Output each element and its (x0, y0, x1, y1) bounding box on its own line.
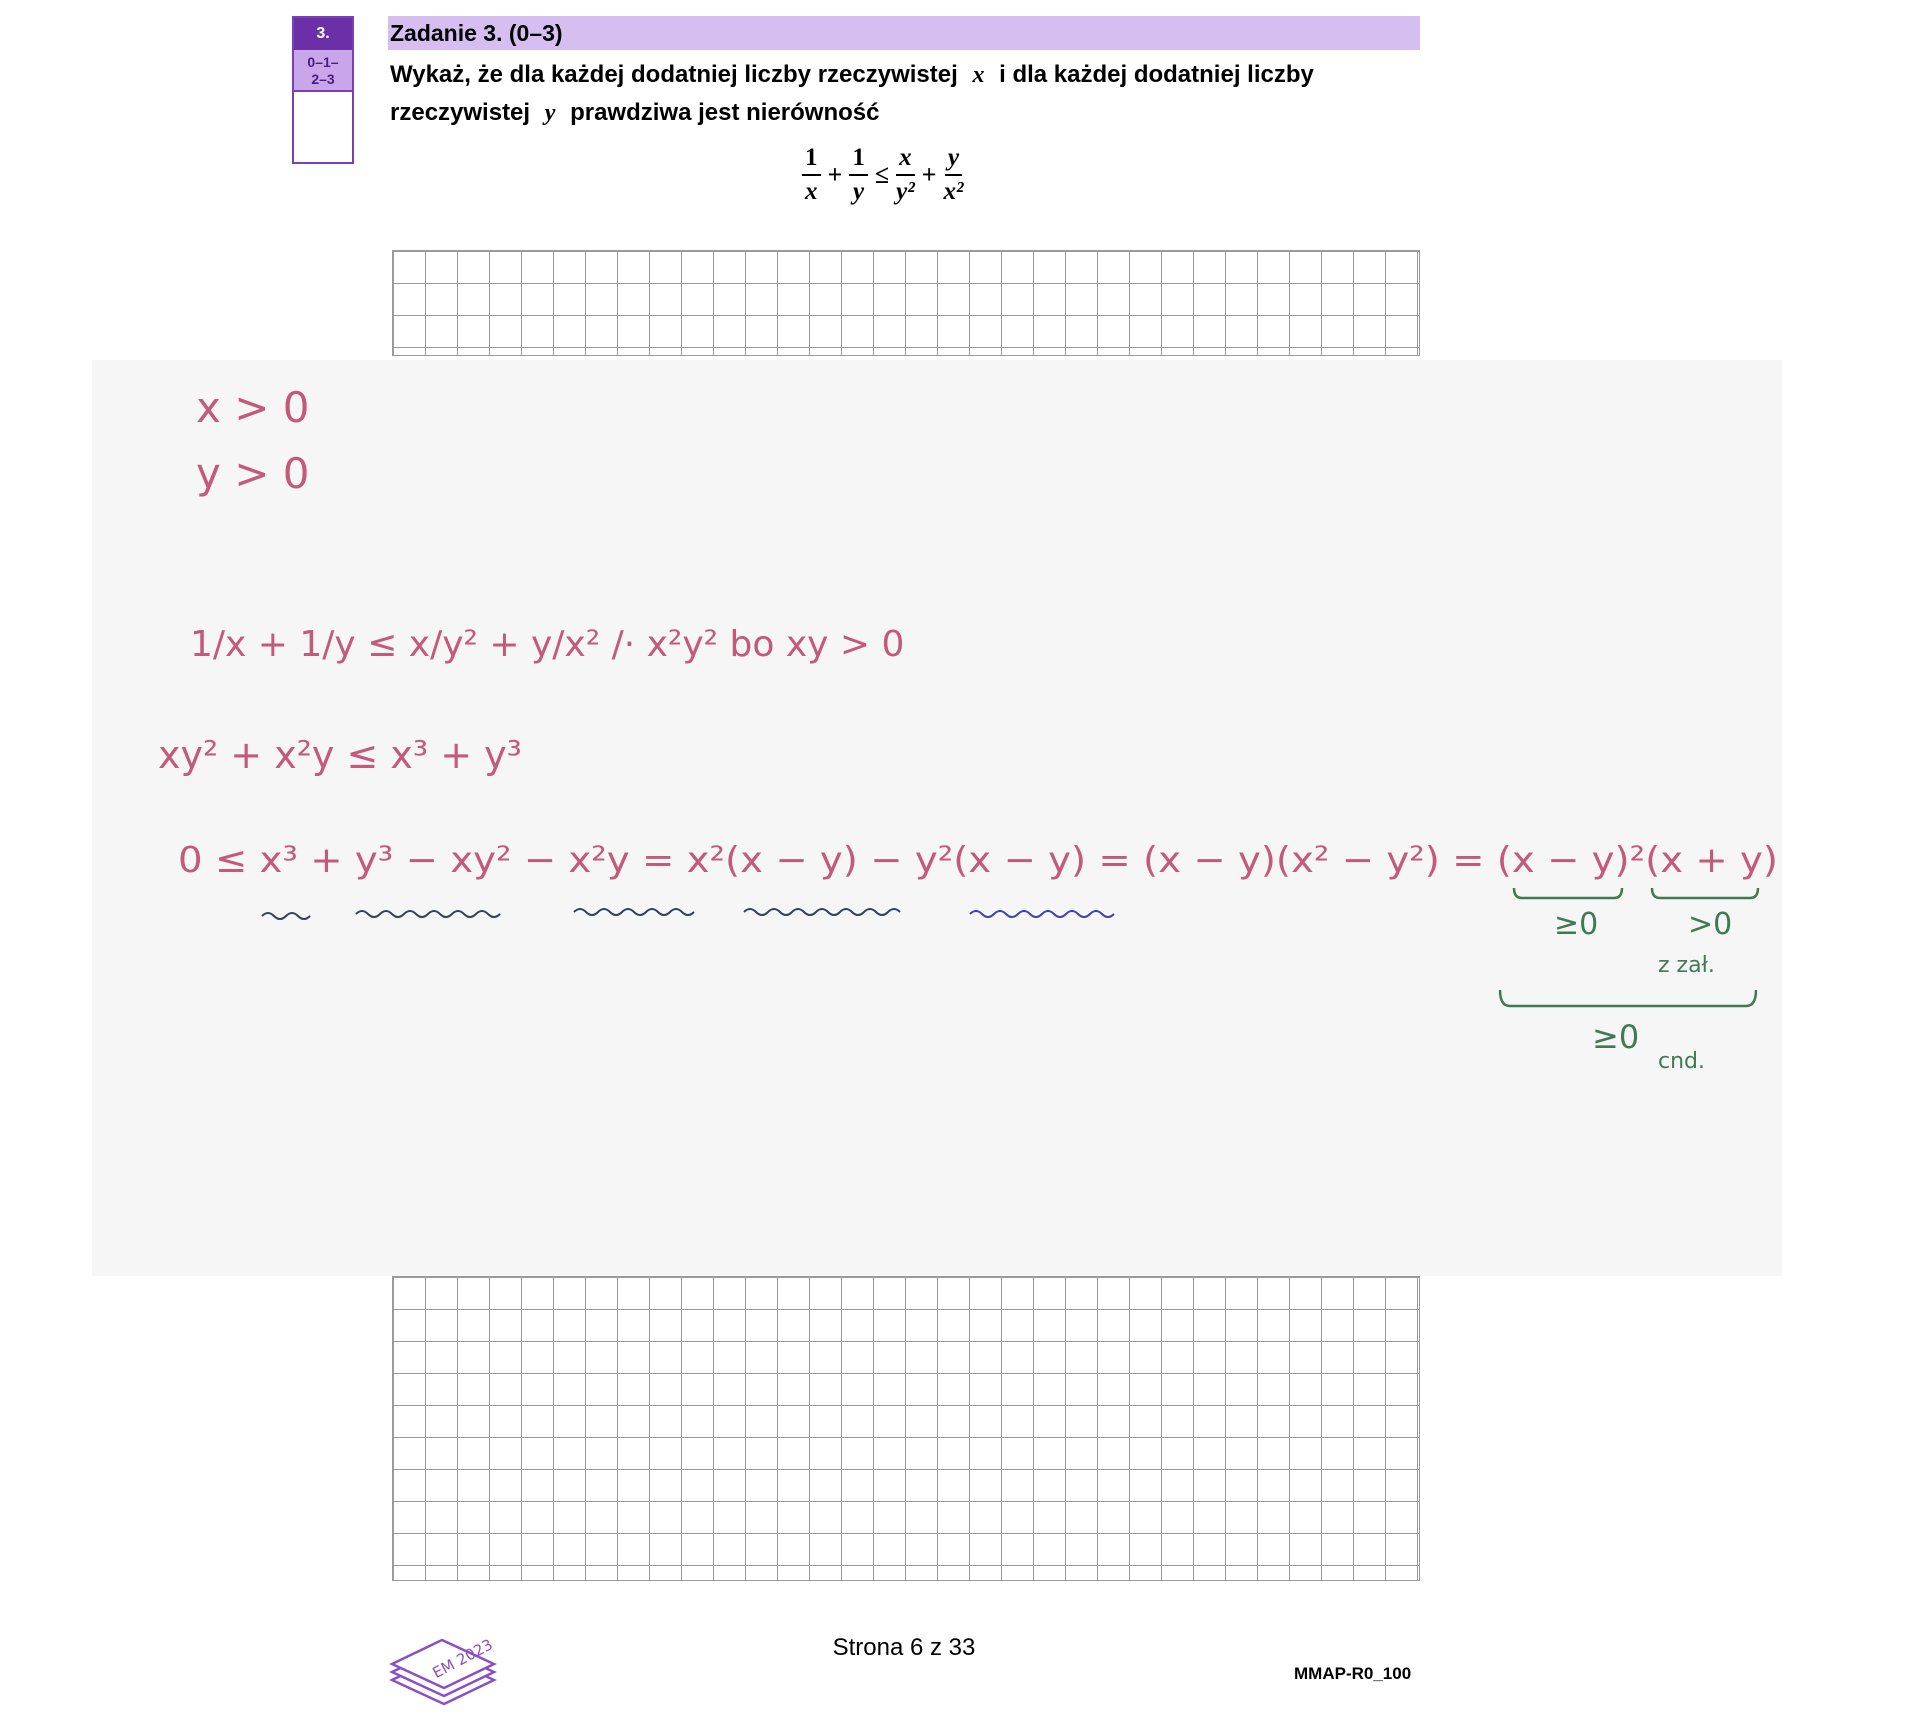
plus-sign: + (827, 160, 843, 189)
points-scale (294, 50, 352, 92)
task-text-part3: prawdziwa jest nierówność (570, 99, 880, 126)
task-title-bar (388, 16, 1420, 50)
variable-y: y (544, 100, 556, 126)
hw-line-x-positive: x > 0 (196, 383, 310, 432)
hw-line-y-positive: y > 0 (196, 449, 310, 498)
fraction-numerator: 1 (849, 144, 868, 176)
task-text-part1: Wykaż, że dla każdej dodatniej liczby rzeczywistej (390, 61, 958, 88)
handwritten-answer (92, 360, 1782, 1276)
brace-x-minus-y-squared (1514, 888, 1622, 898)
answer-grid-bottom[interactable] (392, 1276, 1420, 1581)
fraction-numerator: 1 (802, 144, 821, 176)
hw-line-multiplied: xy² + x²y ≤ x³ + y³ (158, 733, 522, 777)
score-box (292, 16, 354, 164)
hw-note-cnd: cnd. (1658, 1049, 1705, 1074)
plus-sign: + (921, 160, 937, 189)
task-text-part2: i dla każdej dodatniej liczby rzeczywistej (390, 61, 1314, 126)
fraction-denominator: x (805, 178, 818, 205)
hw-line-factorization: 0 ≤ x³ + y³ − xy² − x²y = x²(x − y) − y²(x − y) = (x − y)(x² − y²) = (x − y)²(x + y) (178, 840, 1778, 881)
wavy-underline (744, 909, 900, 915)
hw-note-gt0: >0 (1688, 907, 1733, 942)
leq-sign: ≤ (874, 160, 890, 189)
hw-note-assumption: z zał. (1658, 953, 1715, 978)
brace-whole-product (1500, 990, 1756, 1006)
task-title: Zadanie 3. (0–3) (390, 20, 563, 46)
inequality-formula (798, 144, 968, 206)
wavy-underline (262, 913, 310, 919)
task-statement (390, 56, 1420, 132)
task-number: 3. (294, 18, 352, 50)
points-line-2: 2–3 (311, 71, 335, 87)
brace-x-plus-y (1652, 888, 1758, 898)
variable-x: x (972, 62, 985, 88)
fraction-1-over-x (802, 144, 821, 206)
points-line-1: 0–1– (307, 54, 339, 70)
wavy-underline (356, 911, 500, 917)
answer-grid-top[interactable] (392, 250, 1420, 356)
page-number: Strona 6 z 33 (832, 1634, 976, 1661)
fraction-denominator: y² (896, 178, 915, 205)
fraction-denominator: y (853, 178, 865, 205)
fraction-denominator: x² (943, 178, 964, 205)
fraction-1-over-y (849, 144, 868, 206)
fraction-numerator: x (899, 144, 912, 171)
hw-line-inequality: 1/x + 1/y ≤ x/y² + y/x² /· x²y² bo xy > 0 (190, 624, 905, 665)
exam-code: MMAP-R0_100 (1294, 1664, 1412, 1683)
fraction-numerator: y (947, 144, 960, 171)
hw-note-geq0: ≥0 (1554, 907, 1599, 942)
wavy-underline (574, 909, 694, 915)
hw-note-result-geq0: ≥0 (1592, 1018, 1640, 1056)
fraction-x-over-y2 (896, 144, 915, 206)
fraction-y-over-x2 (944, 144, 964, 206)
wavy-underline (970, 911, 1114, 917)
logo-text: EM 2023 (429, 1635, 496, 1682)
handwriting-svg (92, 360, 1782, 1276)
